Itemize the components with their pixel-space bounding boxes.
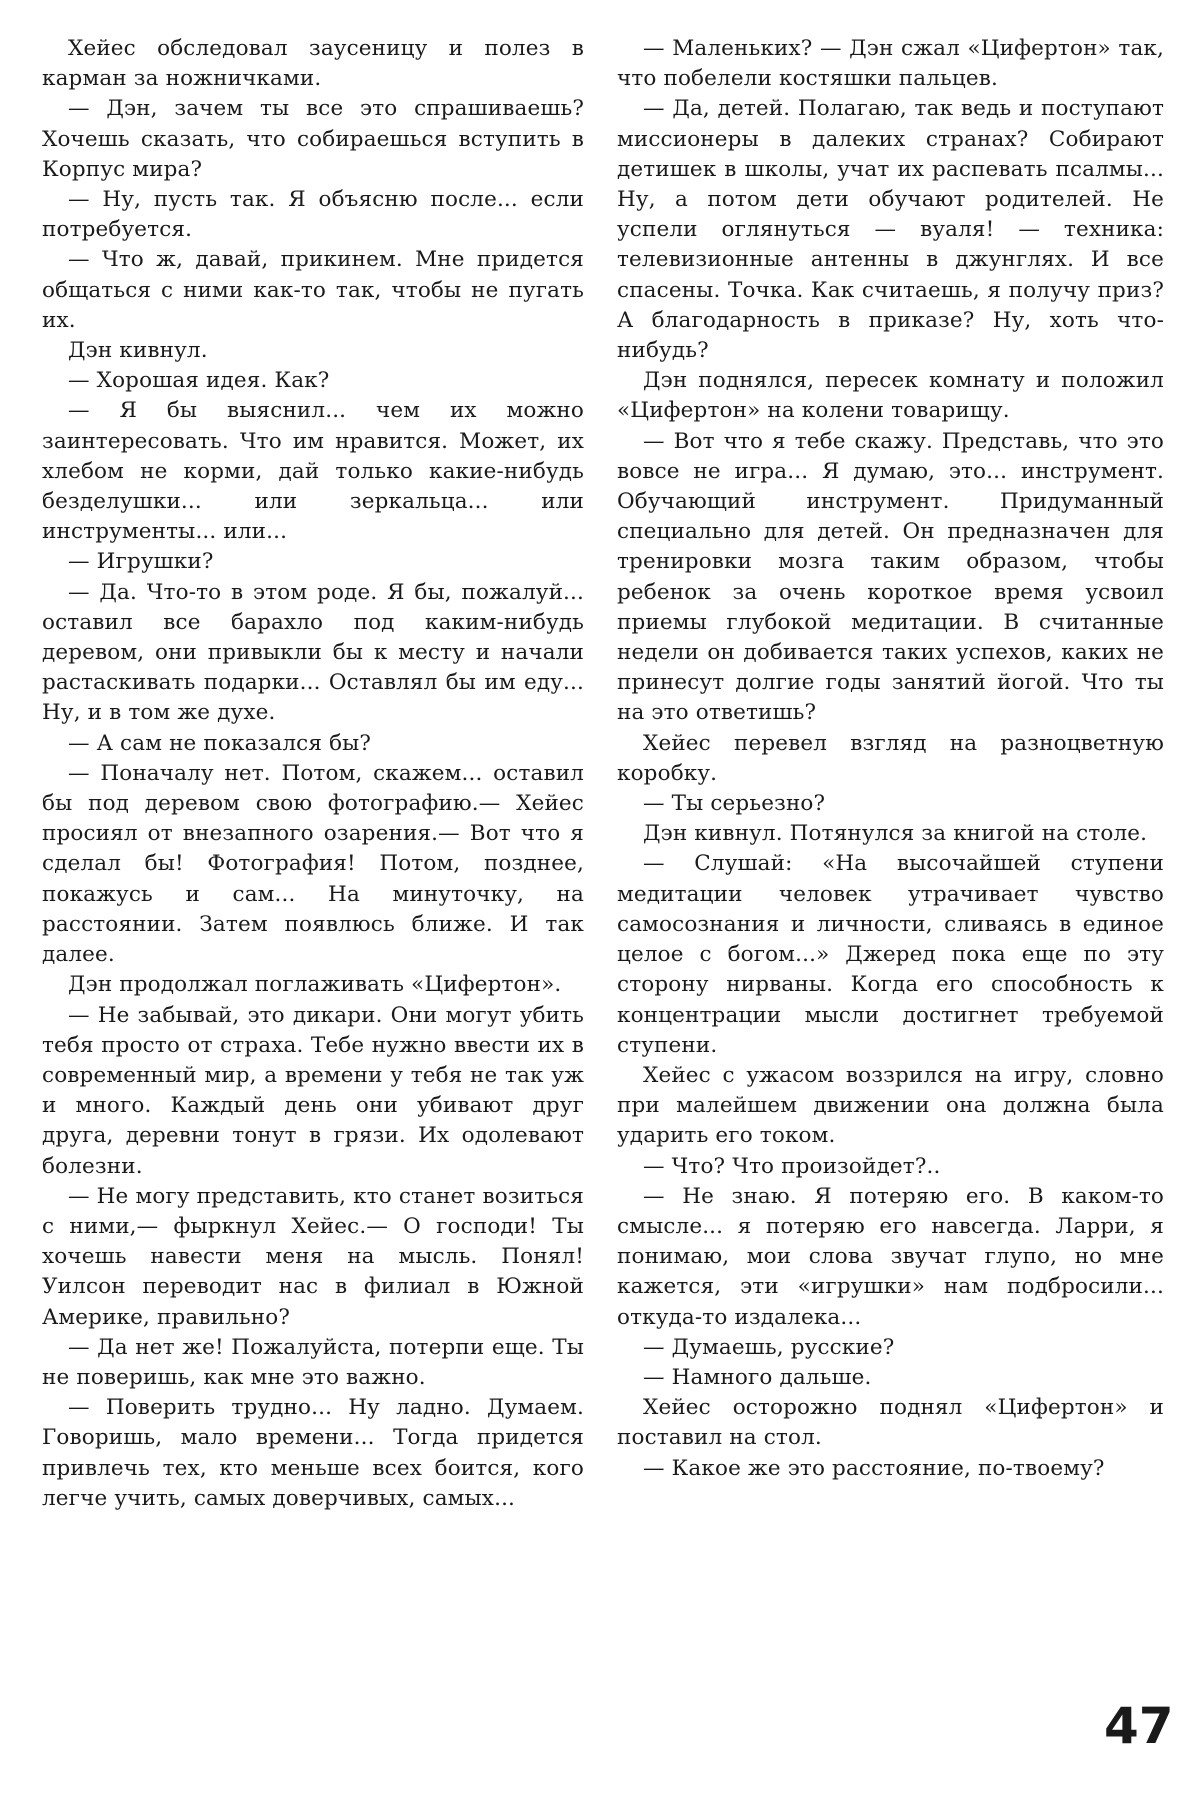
paragraph: — Не могу представить, кто станет возиться с ними,— фыркнул Хейес.— О господи! Ты хочешь навести меня на мысль. Понял! Уилсон переводит нас в филиал в Южной Америке, правильно? — [42, 1183, 584, 1330]
paragraph: Хейес осторожно поднял «Цифертон» и поставил на стол. — [617, 1395, 1164, 1451]
paragraph: Дэн кивнул. Потянулся за книгой на столе. — [643, 821, 1148, 847]
paragraph: Дэн кивнул. — [68, 338, 208, 364]
paragraph: — Да, детей. Полагаю, так ведь и поступают миссионеры в далеких странах? Собирают детишек в школы, учат их распевать псалмы... Ну, а потом дети обучают родителей. Не успели оглянуться — вуаля! — техника: телевизионные антенны в джунглях. И все спасены. Точка. Как считаешь, я получу приз? А благодарность в приказе? Ну, хоть что-нибудь? — [617, 96, 1164, 364]
paragraph: — Какое же это расстояние, по-твоему? — [643, 1455, 1105, 1481]
paragraph: — Поверить трудно... Ну ладно. Думаем. Говоришь, мало времени... Тогда придется привлечь тех, кто меньше всех боится, кого легче учить, самых доверчивых, самых... — [42, 1395, 584, 1511]
paragraph: — Хорошая идея. Как? — [68, 368, 330, 394]
paragraph: — Дэн, зачем ты все это спрашиваешь? Хочешь сказать, что собираешься вступить в Корпус мира? — [42, 96, 584, 182]
paragraph: Хейес с ужасом воззрился на игру, словно при малейшем движении она должна была ударить его током. — [617, 1062, 1164, 1149]
left-text-column — [42, 34, 584, 1514]
paragraph: — Поначалу нет. Потом, скажем... оставил бы под деревом свою фотографию.— Хейес просиял от внезапного озарения.— Вот что я сделал бы! Фотография! Потом, позднее, покажусь и сам... На минуточку, на расстоянии. Затем появлюсь ближе. И так далее. — [42, 760, 584, 968]
paragraph: — Да нет же! Пожалуйста, потерпи еще. Ты не поверишь, как мне это важно. — [42, 1334, 584, 1390]
paragraph: — Да. Что-то в этом роде. Я бы, пожалуй... оставил все барахло под каким-нибудь деревом, они привыкли бы к месту и начали растаскивать подарки... Оставлял бы им еду... Ну, и в том же духе. — [42, 579, 584, 726]
paragraph: — Что? Что произойдет?.. — [643, 1153, 941, 1179]
paragraph: — А сам не показался бы? — [68, 730, 372, 756]
paragraph: — Намного дальше. — [643, 1364, 872, 1390]
page-number: 47 — [1104, 1697, 1174, 1755]
paragraph: — Слушай: «На высочайшей ступени медитации человек утрачивает чувство самосознания и личности, сливаясь в единое целое с богом...» Джеред пока еще по эту сторону нирваны. Когда его способность к концентрации мысли достигнет требуемой ступени. — [617, 851, 1164, 1058]
paragraph: — Думаешь, русские? — [643, 1334, 895, 1360]
paragraph: Хейес перевел взгляд на разноцветную коробку. — [617, 730, 1164, 786]
paragraph: — Не забывай, это дикари. Они могут убить тебя просто от страха. Тебе нужно ввести их в современный мир, а времени у тебя не так уж и много. Каждый день они убивают друг друга, деревни тонут в грязи. Их одолевают болезни. — [42, 1002, 584, 1179]
paragraph: — Не знаю. Я потеряю его. В каком-то смысле... я потеряю его навсегда. Ларри, я понимаю, мои слова звучат глупо, но мне кажется, эти «игрушки» нам подбросили... откуда-то издалека... — [617, 1183, 1164, 1330]
paragraph: — Ну, пусть так. Я объясню после... если потребуется. — [42, 187, 584, 243]
paragraph: — Маленьких? — Дэн сжал «Цифертон» так, что побелели костяшки пальцев. — [617, 36, 1164, 92]
paragraph: Дэн продолжал поглаживать «Цифертон». — [68, 972, 562, 998]
paragraph: Хейес обследовал заусеницу и полез в карман за ножничками. — [42, 36, 584, 92]
paragraph: Дэн поднялся, пересек комнату и положил «Цифертон» на колени товарищу. — [617, 368, 1164, 424]
paragraph: — Вот что я тебе скажу. Представь, что это вовсе не игра... Я думаю, это... инструмент. Обучающий инструмент. Придуманный специально для детей. Он предназначен для тренировки мозга таким образом, чтобы ребенок за очень короткое время усвоил приемы глубокой медитации. В считанные недели он добивается таких успехов, каких не принесут долгие годы занятий йогой. Что ты на это ответишь? — [617, 428, 1164, 726]
paragraph: — Я бы выяснил... чем их можно заинтересовать. Что им нравится. Может, их хлебом не корми, дай только какие-нибудь безделушки... или зеркальца... или инструменты... или... — [42, 398, 584, 545]
right-text-column — [617, 34, 1164, 1484]
paragraph: — Игрушки? — [68, 549, 214, 575]
paragraph: — Что ж, давай, прикинем. Мне придется общаться с ними как-то так, чтобы не пугать их. — [42, 247, 584, 333]
paragraph: — Ты серьезно? — [643, 791, 826, 817]
